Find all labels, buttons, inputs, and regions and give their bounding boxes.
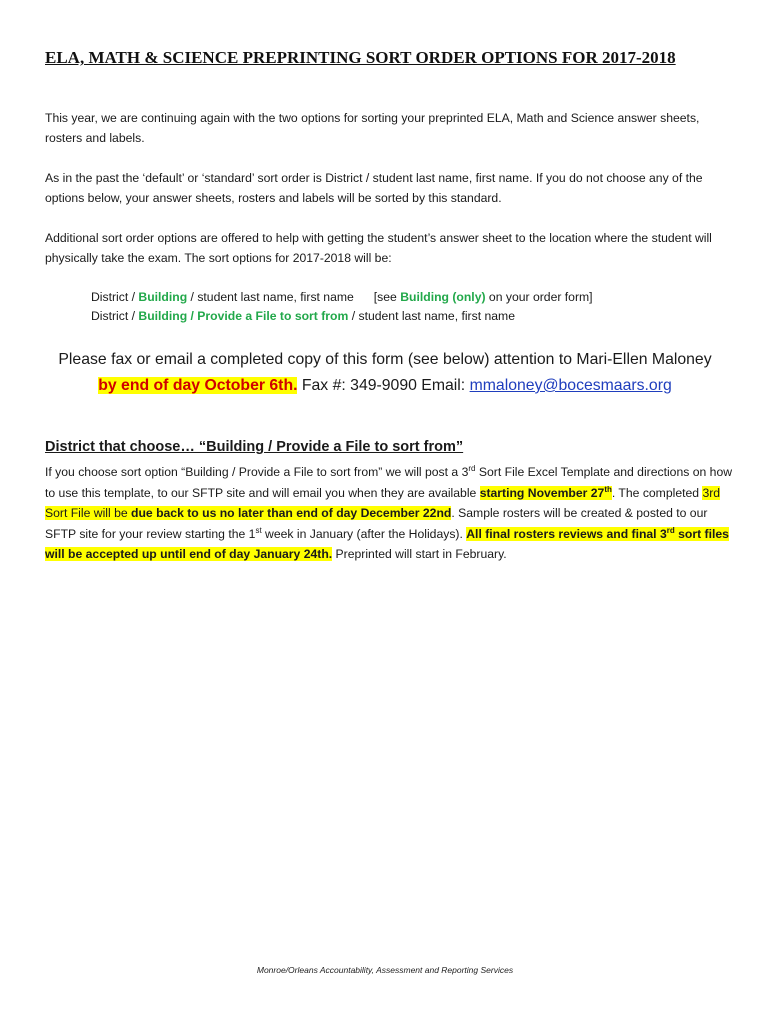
ordinal-sup: rd (468, 463, 476, 473)
option-suffix: / student last name, first name (187, 290, 354, 304)
fax-line-2 (0, 373, 770, 399)
option-suffix: / student last name, first name (348, 309, 515, 323)
body-text-1: If you choose sort option “Building / Provide a File to sort from” we will post a 3 (45, 465, 469, 479)
email-link[interactable]: mmaloney@bocesmaars.org (469, 377, 672, 394)
section-heading: District that choose… “Building / Provide a File to sort from” (45, 439, 464, 455)
fax-number-text: Fax #: 349-9090 Email: (297, 377, 470, 394)
note-open: [see (373, 290, 401, 304)
body-text-4: . Sample rosters will be created & posted to our SFTP site for your review starting the 1 (45, 506, 708, 541)
ordinal-sup: st (255, 525, 262, 535)
fax-line-1: Please fax or email a completed copy of this form (see below) attention to Mari-Ellen Maloney (58, 351, 712, 368)
footer: Monroe/Orleans Accountability, Assessment and Reporting Services (256, 965, 514, 975)
option-building-file-label: Building / Provide a File to sort from (138, 309, 349, 323)
final-deadline-text-b: sort files will be accepted up until end of day January 24th. (45, 526, 729, 561)
note-building-only: Building (only) (400, 290, 486, 304)
body-text-3: . The completed (611, 485, 703, 500)
deadline-highlight: by end of day October 6th. (98, 377, 298, 394)
sort-option-building (91, 288, 593, 307)
final-deadline-text-a: All final rosters reviews and final 3 (466, 526, 667, 541)
option-prefix: District / (91, 290, 139, 304)
final-deadline-sup: rd (666, 525, 675, 535)
fax-instructions (0, 347, 770, 399)
due-text: 3rd Sort File will be (45, 485, 721, 520)
option-prefix: District / (91, 309, 139, 323)
start-date-sup: th (604, 484, 612, 494)
body-text-5: week in January (after the Holidays). (261, 526, 467, 541)
default-sort-paragraph: As in the past the ‘default’ or ‘standard’ sort order is District / student last name, first name. If you do not choose any of the options below, your answer sheets, rosters and labels will be sorted by this standard. (45, 171, 703, 205)
option-note (374, 288, 593, 307)
highlight-start-date (480, 486, 612, 500)
body-text-6: Preprinted will start in February. (332, 547, 507, 561)
note-close: on your order form] (485, 290, 593, 304)
option-building-label: Building (138, 290, 188, 304)
due-date-text: due back to us no later than end of day December 22nd (131, 506, 452, 520)
section-body (45, 462, 735, 565)
sort-option-building-file (91, 307, 515, 326)
intro-paragraph: This year, we are continuing again with the two options for sorting your preprinted ELA, Math and Science answer sheets, rosters and labels. (45, 111, 700, 145)
body-text-2: Sort File Excel Template and directions on how to use this template, to our SFTP site and will email you when they are available (45, 465, 733, 500)
start-date-text: starting November 27 (479, 485, 605, 500)
document-title: ELA, MATH & SCIENCE PREPRINTING SORT ORDER OPTIONS FOR 2017-2018 (45, 48, 676, 67)
additional-options-paragraph: Additional sort order options are offered to help with getting the student’s answer sheet to the location where the student will physically take the exam. The sort options for 2017-2018 will be: (45, 231, 712, 265)
